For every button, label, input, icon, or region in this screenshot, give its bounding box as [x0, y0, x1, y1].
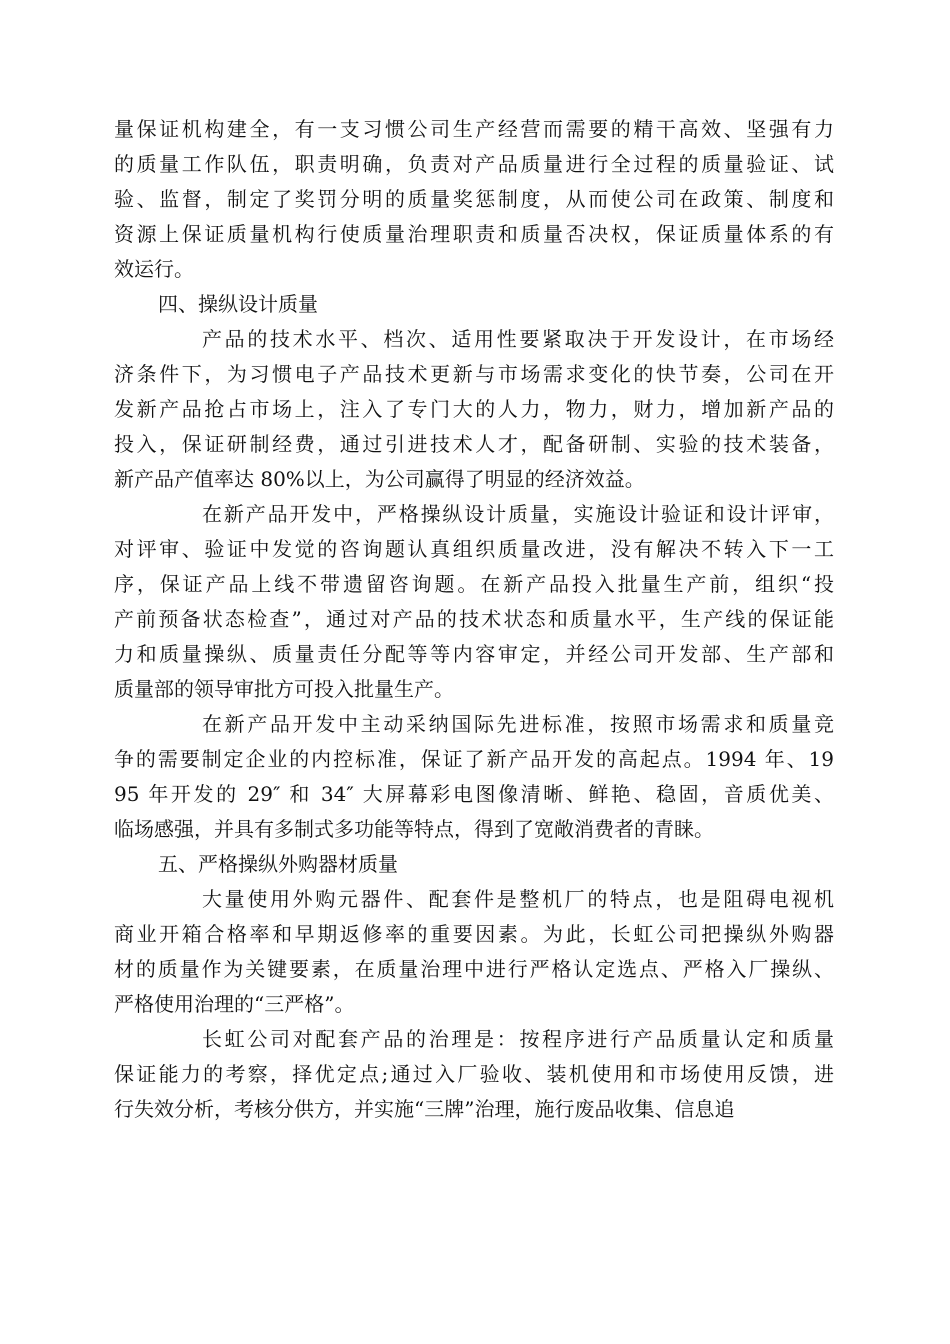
- body-paragraph: [114, 322, 834, 497]
- text-line: 保证能力的考察，择优定点;通过入厂验收、装机使用和市场使用反馈，进: [114, 1062, 834, 1086]
- body-paragraph: [114, 1022, 834, 1127]
- heading-text: 五、严格操纵外购器材质量: [158, 852, 398, 876]
- text-line: 95 年开发的 29″ 和 34″ 大屏幕彩电图像清晰、鲜艳、稳固，音质优美、: [114, 782, 834, 806]
- body-paragraph: [114, 882, 834, 1022]
- section-heading: [114, 847, 834, 882]
- body-paragraph: [114, 112, 834, 287]
- heading-text: 四、操纵设计质量: [158, 292, 318, 316]
- text-line: 临场感强，并具有多制式多功能等特点，得到了宽敞消费者的青睐。: [114, 817, 714, 841]
- text-line: 效运行。: [114, 257, 194, 281]
- text-line: 的质量工作队伍，职责明确，负责对产品质量进行全过程的质量验证、试: [114, 152, 834, 176]
- text-line: 长虹公司对配套产品的治理是：按程序进行产品质量认定和质量: [202, 1027, 834, 1051]
- text-line: 争的需要制定企业的内控标准，保证了新产品开发的高起点。1994 年、19: [114, 747, 834, 771]
- text-line: 质量部的领导审批方可投入批量生产。: [114, 677, 454, 701]
- document-body: [114, 112, 834, 1127]
- text-line: 资源上保证质量机构行使质量治理职责和质量否决权，保证质量体系的有: [114, 222, 834, 246]
- text-line: 在新产品开发中，严格操纵设计质量，实施设计验证和设计评审，: [202, 502, 834, 526]
- text-line: 行失效分析，考核分供方，并实施“三牌”治理，施行废品收集、信息追: [114, 1097, 735, 1121]
- text-line: 对评审、验证中发觉的咨询题认真组织质量改进，没有解决不转入下一工: [114, 537, 834, 561]
- text-line: 大量使用外购元器件、配套件是整机厂的特点，也是阻碍电视机: [202, 887, 834, 911]
- section-heading: [114, 287, 834, 322]
- body-paragraph: [114, 497, 834, 707]
- text-line: 商业开箱合格率和早期返修率的重要因素。为此，长虹公司把操纵外购器: [114, 922, 834, 946]
- text-line: 验、监督，制定了奖罚分明的质量奖惩制度，从而使公司在政策、制度和: [114, 187, 834, 211]
- text-line: 严格使用治理的“三严格”。: [114, 992, 355, 1016]
- text-line: 序，保证产品上线不带遗留咨询题。在新产品投入批量生产前，组织“投: [114, 572, 834, 596]
- text-line: 量保证机构建全，有一支习惯公司生产经营而需要的精干高效、坚强有力: [114, 117, 834, 141]
- text-line: 投入，保证研制经费，通过引进技术人才，配备研制、实验的技术装备，: [114, 432, 834, 456]
- body-paragraph: [114, 707, 834, 847]
- text-line: 在新产品开发中主动采纳国际先进标准，按照市场需求和质量竞: [202, 712, 834, 736]
- text-line: 济条件下，为习惯电子产品技术更新与市场需求变化的快节奏，公司在开: [114, 362, 834, 386]
- text-line: 材的质量作为关键要素，在质量治理中进行严格认定选点、严格入厂操纵、: [114, 957, 834, 981]
- text-line: 新产品产值率达 80%以上，为公司赢得了明显的经济效益。: [114, 467, 645, 491]
- text-line: 发新产品抢占市场上，注入了专门大的人力，物力，财力，增加新产品的: [114, 397, 834, 421]
- text-line: 力和质量操纵、质量责任分配等等内容审定，并经公司开发部、生产部和: [114, 642, 834, 666]
- text-line: 产前预备状态检查”，通过对产品的技术状态和质量水平，生产线的保证能: [114, 607, 834, 631]
- text-line: 产品的技术水平、档次、适用性要紧取决于开发设计，在市场经: [202, 327, 834, 351]
